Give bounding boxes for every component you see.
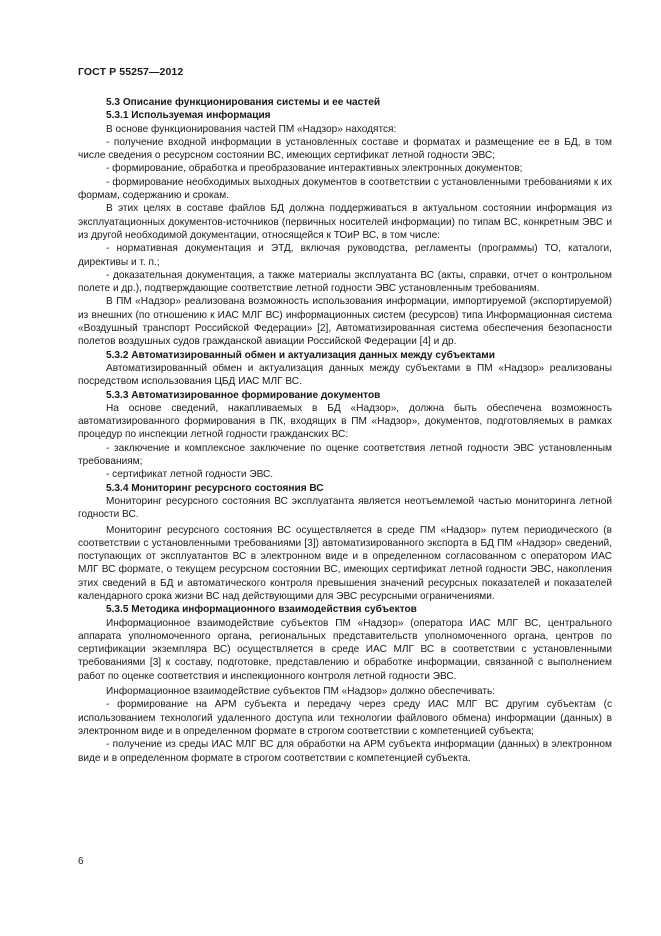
body-paragraph: Мониторинг ресурсного состояния ВС осуществляется в среде ПМ «Надзор» путем периодического (в соответствии с установленными требованиями [3]) автоматизированного экспорта в БД ПМ «Надзор» сведений, поступающих от эксплуатантов ВС в электронном виде и в определенном согласованном с оператором ИАС МЛГ ВС формате, о текущем ресурсном состоянии ВС, имеющих сертификат летной годности ЭВС, накопления этих сведений в БД и автоматического контроля превышения значений ресурсных показателей и показателей календарного срока жизни ВС над действующими для ЭВС ресурсными ограничениями.: [78, 524, 612, 602]
body-paragraph: В основе функционирования частей ПМ «Надзор» находятся:: [106, 123, 397, 135]
section-heading: 5.3.5 Методика информационного взаимодействия субъектов: [106, 604, 417, 616]
body-paragraph: Информационное взаимодействие субъектов ПМ «Надзор» должно обеспечивать:: [106, 686, 496, 698]
section-heading: 5.3.3 Автоматизированное формирование документов: [106, 389, 381, 401]
body-paragraph: На основе сведений, накапливаемых в БД «Надзор», должна быть обеспечена возможность автоматизированного формирования в ПК, входящих в ПМ «Надзор», документов, подготовляемых в рамках процедур по инспекции летной годности гражданских ВС:: [78, 402, 612, 441]
body-paragraph: - доказательная документация, а также материалы эксплуатанта ВС (акты, справки, отчет о контрольном полете и др.), подтверждающие соответствие летной годности ЭВС установленным требованиям.: [78, 269, 612, 295]
body-paragraph: В этих целях в составе файлов БД должна поддерживаться в актуальном состоянии информация из эксплуатационных документов-источников (первичных носителей информации) по типам ВС, конкретным ЭВС и из другой необходимой документации, относящейся к ТОиР ВС, в том числе:: [78, 203, 612, 241]
body-paragraph: - получение из среды ИАС МЛГ ВС для обработки на АРМ субъекта информации (данных) в электронном виде и в определенном формате в строгом соответствии с компетенцией субъекта.: [78, 739, 612, 764]
document-code: ГОСТ Р 55257—2012: [78, 66, 184, 78]
body-paragraph: В ПМ «Надзор» реализована возможность использования информации, импортируемой (экспортируемой) из внешних (по отношению к ИАС МЛГ ВС) информационных систем (ресурсов) типа Информационная система «Воздушный транспорт Российской Федерации» [2], Автоматизированная система обеспечения безопасности полетов воздушных судов гражданской авиации Российской Федерации [4] и др.: [78, 296, 612, 348]
body-paragraph: - формирование необходимых выходных документов в соответствии с установленными требованиями к их формам, содержанию и срокам.: [78, 176, 612, 202]
body-paragraph: Мониторинг ресурсного состояния ВС эксплуатанта является неотъемлемой частью мониторинга летной годности ВС.: [78, 495, 612, 521]
body-paragraph: - получение входной информации в установленных составе и форматах и размещение ее в БД, в том числе сведения о ресурсном состоянии ВС, имеющих сертификат летной годности ЭВС;: [78, 136, 612, 162]
section-heading: 5.3.1 Используемая информация: [106, 110, 271, 122]
section-heading: 5.3 Описание функционирования системы и ее частей: [106, 97, 381, 108]
section-heading: 5.3.2 Автоматизированный обмен и актуализация данных между субъектами: [106, 349, 495, 361]
body-paragraph: - формирование, обработка и преобразование интерактивных электронных документов;: [106, 163, 523, 175]
page-number: 6: [78, 856, 84, 867]
document-body: [78, 96, 612, 765]
body-paragraph: Автоматизированный обмен и актуализация данных между субъектами в ПМ «Надзор» реализованы посредством использования ЦБД ИАС МЛГ ВС.: [78, 362, 612, 388]
body-paragraph: - сертификат летной годности ЭВС.: [106, 469, 274, 481]
body-paragraph: - заключение и комплексное заключение по оценке соответствия летной годности ЭВС установленным требованиям;: [78, 442, 612, 468]
body-paragraph: Информационное взаимодействие субъектов ПМ «Надзор» (оператора ИАС МЛГ ВС, центрального аппарата уполномоченного органа, региональных представительств уполномоченного органа, центров по сертификации экземпляра ВС) осуществляется в среде ИАС МЛГ ВС в соответствии с установленными требованиями [3] к составу, подготовке, представлению и обработке информации, связанной с выполнением работ по оценке соответствия и инспекционного контроля летной годности ЭВС.: [78, 617, 612, 682]
section-heading: 5.3.4 Мониторинг ресурсного состояния ВС: [106, 482, 324, 494]
body-paragraph: - нормативная документация и ЭТД, включая руководства, регламенты (программы) ТО, каталоги, директивы и т. п.;: [78, 243, 612, 268]
body-paragraph: - формирование на АРМ субъекта и передачу через среду ИАС МЛГ ВС другим субъектам (с использованием технологий удаленного доступа или технологии файлового обмена) информации (данных) в электронном виде и в определенном формате в строгом соответствии с компетенцией субъекта;: [78, 699, 612, 737]
